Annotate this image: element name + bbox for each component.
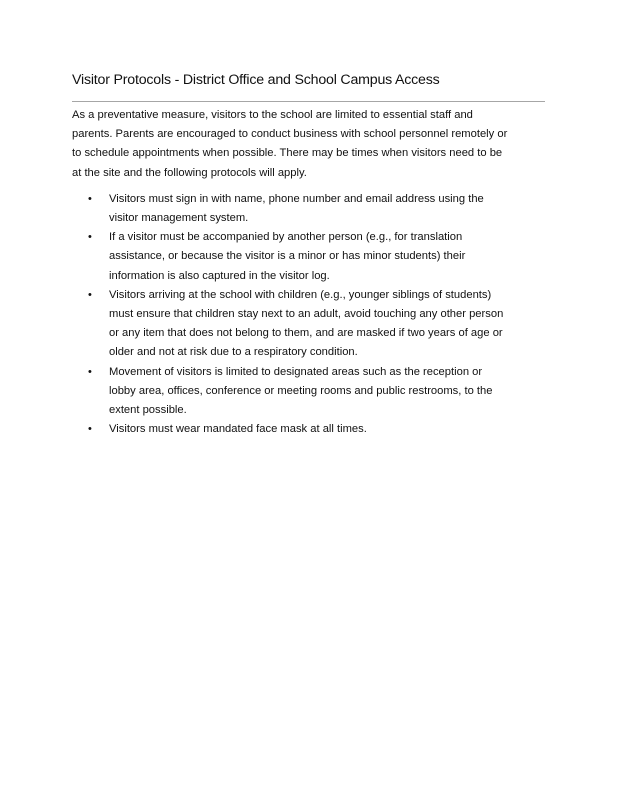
intro-line: As a preventative measure, visitors to the school are limited to essential staff and [72,109,473,121]
list-item-line: information is also captured in the visitor log. [109,269,330,282]
intro-line: at the site and the following protocols will apply. [72,166,307,179]
list-item [72,228,552,286]
intro-line: parents. Parents are encouraged to conduct business with school personnel remotely or [72,128,508,141]
intro-paragraph [72,106,552,183]
list-item [72,363,552,421]
list-item-line: lobby area, offices, conference or meeting rooms and public restrooms, to the [109,384,493,397]
list-item-line: must ensure that children stay next to an adult, avoid touching any other person [109,308,504,321]
protocol-list [72,190,552,440]
list-item-line: assistance, or because the visitor is a minor or has minor students) their [109,250,466,263]
list-item-line: older and not at risk due to a respiratory condition. [109,346,358,359]
bullet-icon: • [88,288,92,301]
list-item [72,286,552,363]
list-item-line: or any item that does not belong to them, and are masked if two years of age or [109,327,503,340]
title-divider [72,101,545,102]
list-item [72,420,552,439]
list-item-line: Movement of visitors is limited to designated areas such as the reception or [109,365,483,378]
list-item [72,190,552,228]
bullet-icon: • [88,423,92,436]
document-title: Visitor Protocols - District Office and School Campus Access [72,72,440,88]
intro-line: to schedule appointments when possible. There may be times when visitors need to be [72,147,503,160]
list-item-line: Visitors must wear mandated face mask at all times. [109,423,367,436]
list-item-line: extent possible. [109,404,187,417]
bullet-icon: • [88,365,92,378]
bullet-icon: • [88,231,92,244]
list-item-line: Visitors must sign in with name, phone number and email address using the [109,192,484,205]
bullet-icon: • [88,192,92,205]
list-item-line: If a visitor must be accompanied by another person (e.g., for translation [109,231,463,244]
list-item-line: visitor management system. [109,212,249,225]
document-body [72,106,552,439]
list-item-line: Visitors arriving at the school with children (e.g., younger siblings of students) [109,288,492,301]
